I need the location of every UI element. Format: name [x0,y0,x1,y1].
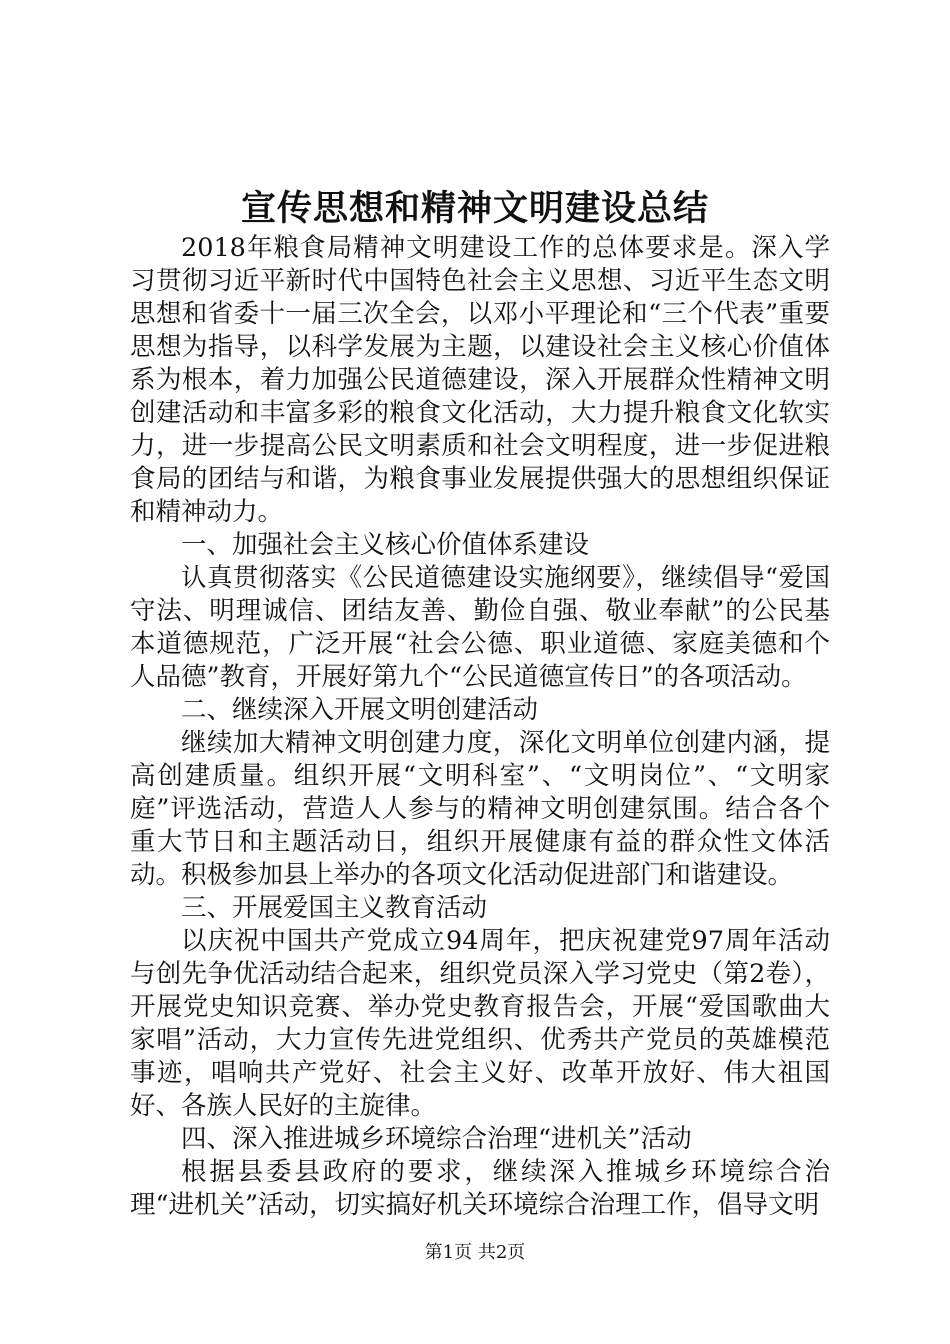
section-1-body: 认真贯彻落实《公民道德建设实施纲要》，继续倡导“爱国守法、明理诚信、团结友善、勤俭自强、敬业奉献”的公民基本道德规范，广泛开展“社会公德、职业道德、家庭美德和个人品德”教育，开展好第九个“公民道德宣传日”的各项活动。 [130,563,830,692]
intro-paragraph: 2018年粮食局精神文明建设工作的总体要求是。深入学习贯彻习近平新时代中国特色社会主义思想、习近平生态文明思想和省委十一届三次全会，以邓小平理论和“三个代表”重要思想为指导，以科学发展为主题，以建设社会主义核心价值体系为根本，着力加强公民道德建设，深入开展群众性精神文明创建活动和丰富多彩的粮食文化活动，大力提升粮食文化软实力，进一步提高公民文明素质和社会文明程度，进一步促进粮食局的团结与和谐，为粮食事业发展提供强大的思想组织保证和精神动力。 [130,233,830,527]
section-3-heading: 三、开展爱国主义教育活动 [181,893,488,923]
document-body [130,232,830,1222]
section-2-body: 继续加大精神文明创建力度，深化文明单位创建内涵，提高创建质量。组织开展“文明科室”、“文明岗位”、“文明家庭”评选活动，营造人人参与的精神文明创建氛围。结合各个重大节日和主题活动日，组织开展健康有益的群众性文体活动。积极参加县上举办的各项文化活动促进部门和谐建设。 [130,728,830,890]
document-title: 宣传思想和精神文明建设总结 [240,188,709,229]
section-2-heading: 二、继续深入开展文明创建活动 [181,695,539,725]
section-3-body: 以庆祝中国共产党成立94周年，把庆祝建党97周年活动与创先争优活动结合起来，组织党员深入学习党史（第2卷），开展党史知识竞赛、举办党史教育报告会，开展“爱国歌曲大家唱”活动，大力宣传先进党组织、优秀共产党员的英雄模范事迹，唱响共产党好、社会主义好、改革开放好、伟大祖国好、各族人民好的主旋律。 [130,926,830,1121]
section-1-heading: 一、加强社会主义核心价值体系建设 [181,530,590,560]
page-footer: 第1页 共2页 [424,1242,526,1263]
section-4-body: 根据县委县政府的要求，继续深入推城乡环境综合治理“进机关”活动，切实搞好机关环境综合治理工作，倡导文明 [130,1157,830,1220]
section-4-heading: 四、深入推进城乡环境综合治理“进机关”活动 [181,1124,692,1154]
